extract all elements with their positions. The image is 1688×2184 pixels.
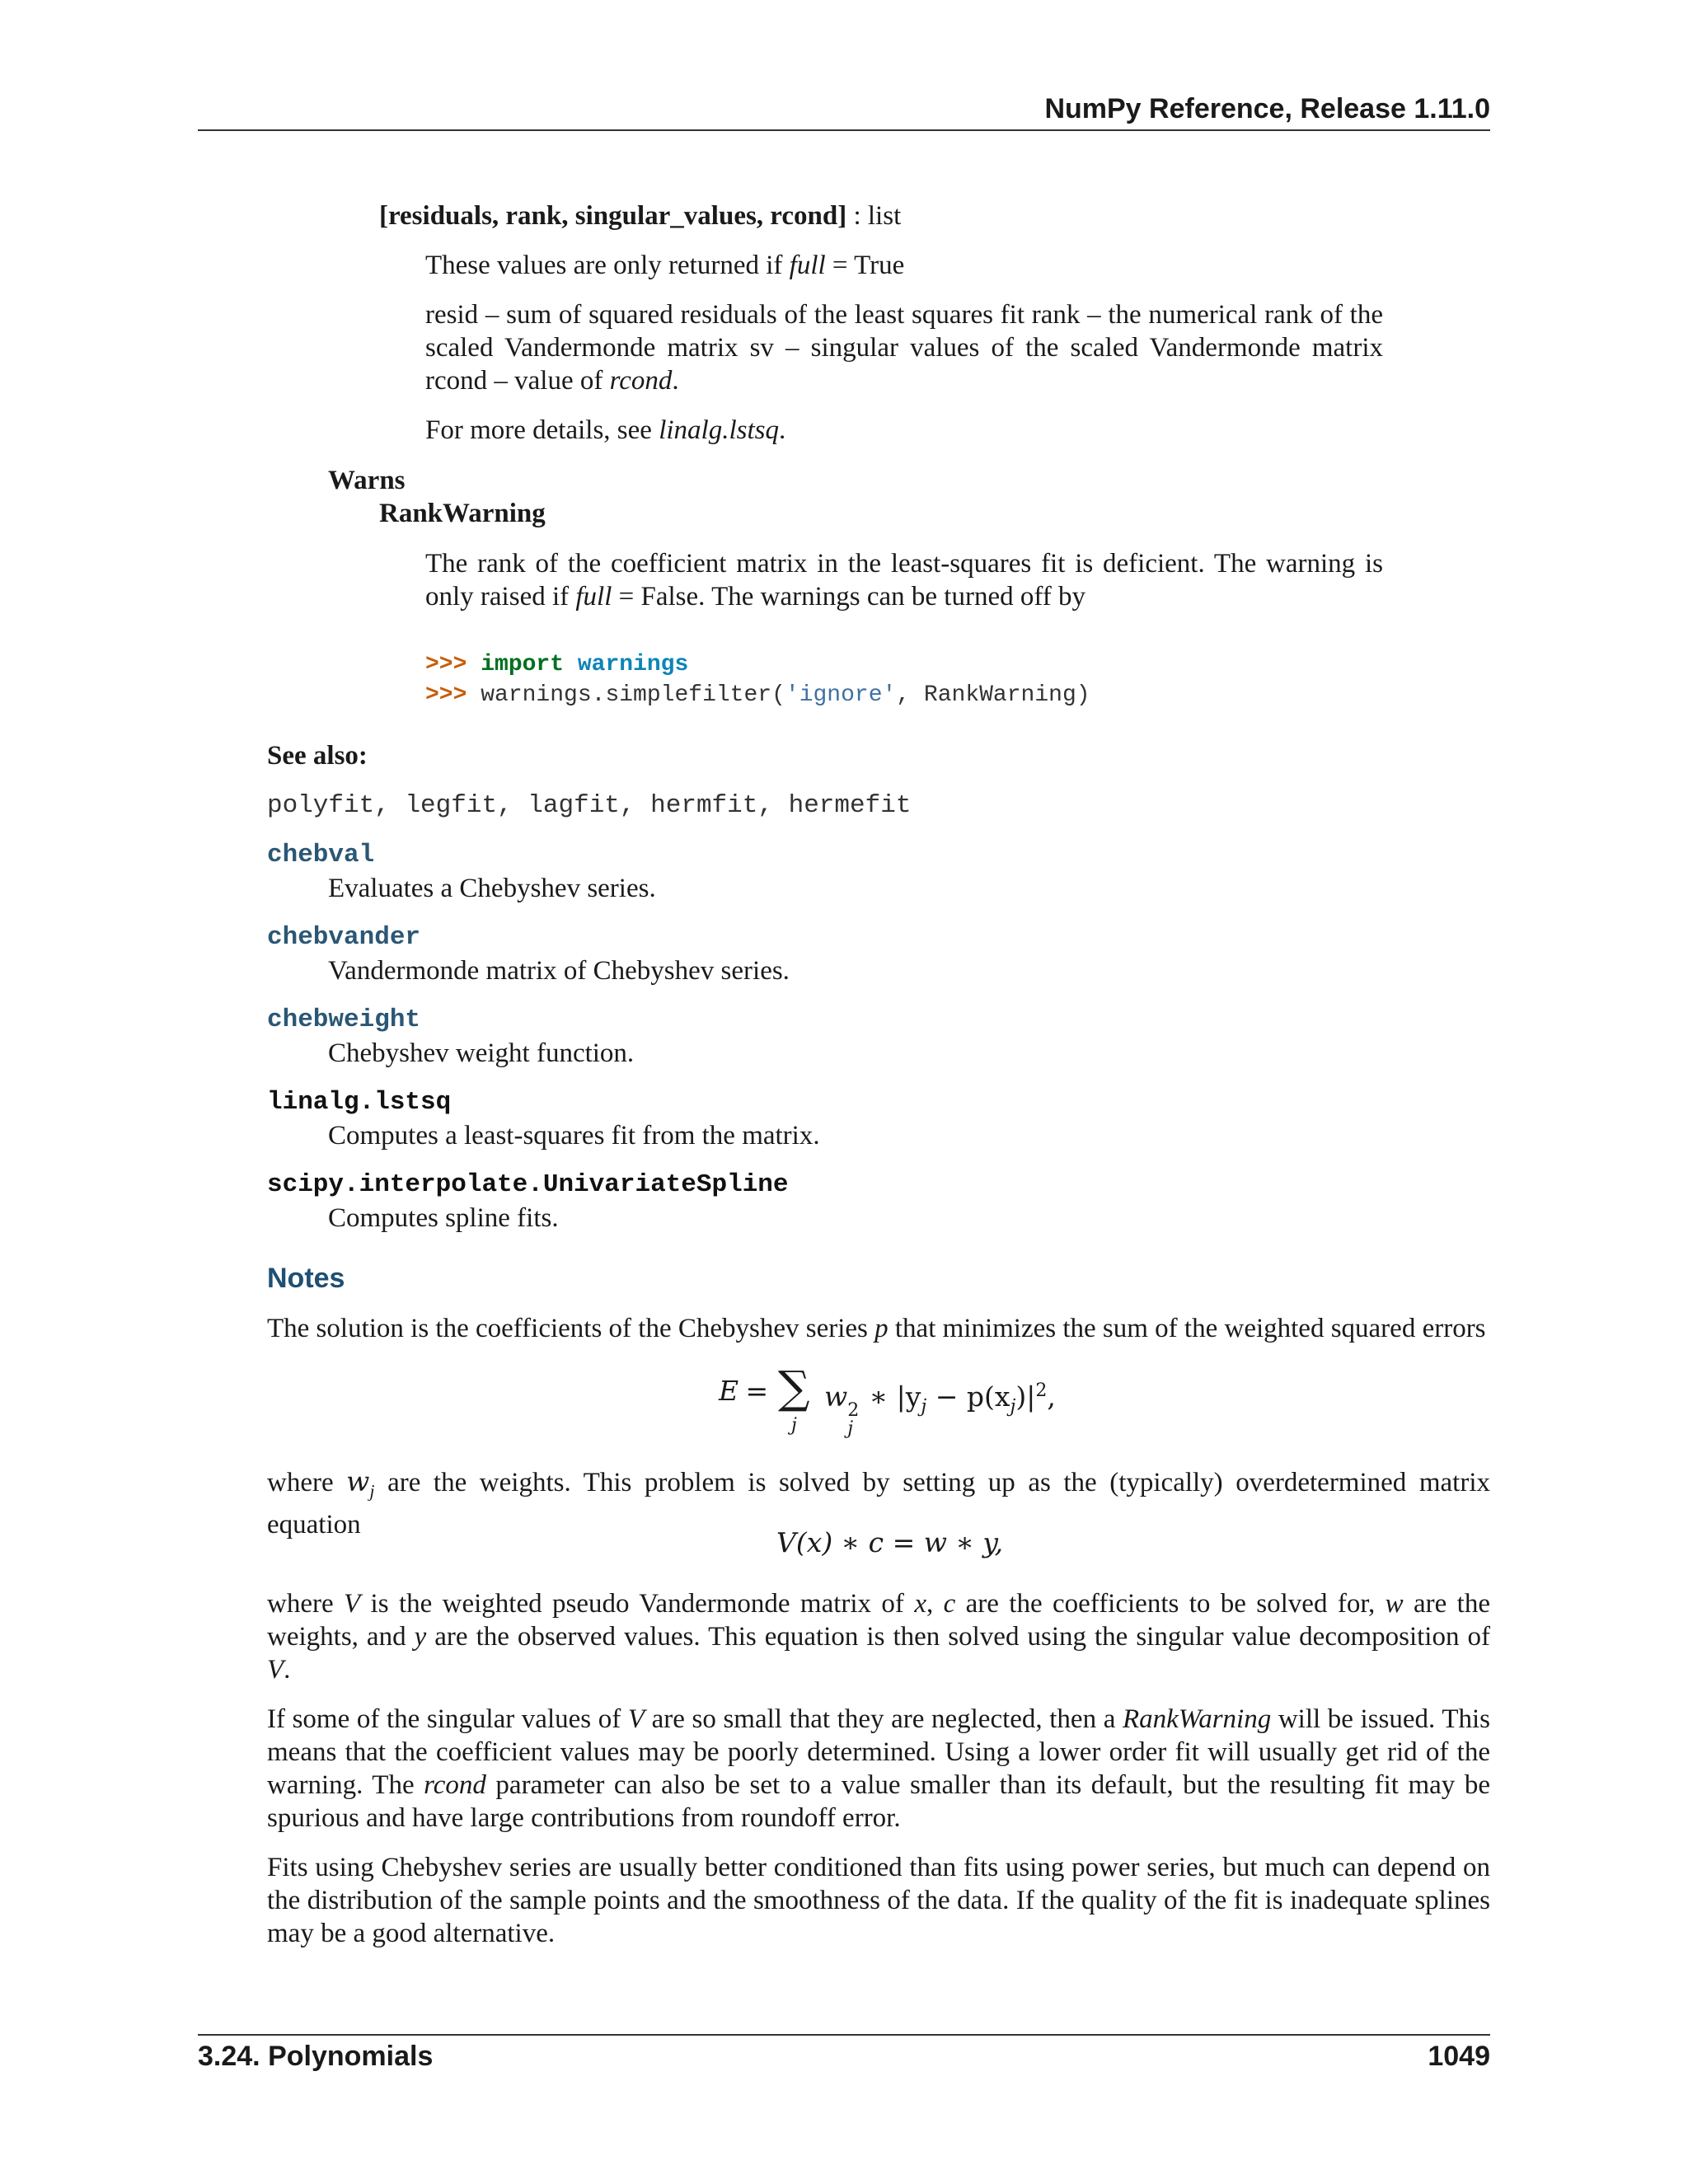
returns-desc-3	[425, 414, 1383, 447]
code-keyword: import	[481, 652, 565, 677]
see-also-chebval[interactable]: chebval	[267, 841, 375, 869]
warns-heading: Warns	[328, 466, 406, 495]
returns-term: [residuals, rank, singular_values, rcond]	[379, 201, 847, 231]
see-also-legfit[interactable]: legfit	[405, 791, 498, 820]
list-sep: ,	[497, 791, 528, 820]
t: are so small that they are neglected, then a	[645, 1704, 1123, 1734]
t: are the weights, and	[267, 1589, 1491, 1652]
code-block	[425, 649, 1090, 710]
t: is the weighted pseudo Vandermonde matrix of	[360, 1589, 915, 1619]
code-string: 'ignore'	[785, 682, 897, 708]
eq-part: − p(x	[926, 1380, 1010, 1413]
t: where	[267, 1589, 344, 1619]
code-line-1	[425, 649, 1090, 680]
t: are the observed values. This equation is then solved using the singular value decomposition of	[426, 1622, 1490, 1652]
footer-section-title: 3.24. Polynomials	[198, 2041, 434, 2072]
eq-comma: ,	[1047, 1380, 1056, 1413]
notes-p-var: p	[874, 1314, 889, 1343]
t: parameter can also be set to a value smaller than its default, but the resulting fit may be spurious and have large contributions from roundoff error.	[267, 1770, 1490, 1833]
warns-term: RankWarning	[379, 499, 546, 528]
code-prompt: >>>	[425, 682, 481, 708]
returns-lstsq-link[interactable]: linalg.lstsq	[659, 415, 779, 445]
returns-desc-2-end: .	[672, 366, 679, 396]
see-also-chebweight-desc: Chebyshev weight function.	[328, 1038, 635, 1068]
eq-w: w	[824, 1380, 848, 1413]
returns-desc-1	[425, 249, 1383, 282]
see-also-chebvander-desc: Vandermonde matrix of Chebyshev series.	[328, 956, 790, 986]
footer-rule	[198, 2034, 1490, 2036]
notes-para-1-text: The solution is the coefficients of the Chebyshev series	[267, 1314, 875, 1343]
running-header: NumPy Reference, Release 1.11.0	[1044, 93, 1490, 124]
equation-error-sum	[719, 1361, 1065, 1444]
returns-desc-2-text: resid – sum of squared residuals of the least squares fit rank – the numerical rank of the scaled Vandermonde matrix sv – singular values of the scaled Vandermonde matrix rcond – value of	[425, 300, 1383, 396]
returns-rcond-var: rcond	[609, 366, 673, 396]
returns-desc-2	[425, 298, 1383, 397]
var-V: V	[267, 1655, 284, 1685]
var-y: y	[414, 1622, 427, 1652]
warns-full-var: full	[575, 582, 612, 612]
code-call-end: , RankWarning)	[896, 682, 1090, 708]
see-also-chebval-desc: Evaluates a Chebyshev series.	[328, 874, 656, 903]
t: .	[284, 1655, 291, 1685]
code-call: warnings.simplefilter(	[481, 682, 785, 708]
notes-para-5: Fits using Chebyshev series are usually better conditioned than fits using power series, but much can depend on the distribution of the sample points and the smoothness of the data. If the quality of the fit is inadequate splines may be a good alternative.	[267, 1853, 1490, 1948]
notes-para-2-text: where	[267, 1468, 347, 1497]
eq-body	[824, 1375, 1056, 1439]
list-sep: ,	[619, 791, 651, 820]
var-rcond: rcond	[424, 1770, 486, 1800]
sum-symbol: ∑	[778, 1361, 810, 1413]
var-c: c	[943, 1589, 956, 1619]
see-also-linalg-lstsq-desc: Computes a least-squares fit from the matrix.	[328, 1121, 820, 1151]
notes-w-sub: j	[369, 1480, 375, 1502]
eq-y-sub: j	[921, 1396, 927, 1418]
returns-type-sep: :	[846, 201, 868, 231]
returns-desc-1-end: = True	[825, 251, 905, 280]
var-x: x	[914, 1589, 926, 1619]
see-also-plain-list	[267, 790, 911, 823]
returns-type: list	[867, 201, 902, 231]
t: will be issued. This means that the coefficient values may be poorly determined. Using a lower order fit will usually get rid of the warning. The	[267, 1704, 1490, 1800]
eq-part: )|	[1015, 1380, 1036, 1413]
code-prompt: >>>	[425, 652, 481, 677]
header-rule	[198, 129, 1490, 131]
t: ,	[926, 1589, 944, 1619]
eq-x-sub: j	[1010, 1396, 1016, 1418]
notes-heading: Notes	[267, 1263, 345, 1294]
see-also-linalg-lstsq[interactable]: linalg.lstsq	[267, 1088, 452, 1117]
see-also-lagfit[interactable]: lagfit	[528, 791, 620, 820]
rankwarning-ref: RankWarning	[1122, 1704, 1272, 1734]
see-also-chebweight[interactable]: chebweight	[267, 1005, 421, 1034]
eq-sum-index: j	[791, 1415, 797, 1436]
list-sep: ,	[757, 791, 789, 820]
notes-para-3	[267, 1587, 1490, 1686]
code-module: warnings	[577, 652, 689, 677]
warns-desc-end: = False. The warnings can be turned off by	[612, 582, 1085, 612]
returns-full-var: full	[789, 251, 826, 280]
notes-para-1	[267, 1312, 1490, 1345]
var-w: w	[1385, 1589, 1404, 1619]
returns-desc-3-end: .	[778, 415, 786, 445]
warns-desc-text: The rank of the coefficient matrix in the least-squares fit is deficient. The warning is only raised if	[425, 549, 1383, 612]
eq-w-sub: j	[847, 1418, 854, 1439]
notes-para-2-end: are the weights. This problem is solved by setting up as the (typically) overdetermined matrix equation	[267, 1468, 1490, 1540]
see-also-univariatespline[interactable]: scipy.interpolate.UnivariateSpline	[267, 1170, 789, 1199]
eq-E: E	[719, 1375, 739, 1407]
code-line-2	[425, 680, 1090, 710]
t: If some of the singular values of	[267, 1704, 628, 1734]
list-sep: ,	[374, 791, 406, 820]
see-also-chebvander[interactable]: chebvander	[267, 923, 421, 952]
see-also-univariatespline-desc: Computes spline fits.	[328, 1203, 559, 1233]
t: are the coefficients to be solved for,	[955, 1589, 1386, 1619]
eq-equals: =	[737, 1375, 777, 1407]
notes-para-1-end: that minimizes the sum of the weighted squared errors	[888, 1314, 1486, 1343]
returns-desc-3-text: For more details, see	[425, 415, 659, 445]
var-V: V	[344, 1589, 361, 1619]
eq-part: ∗ |y	[860, 1380, 921, 1413]
notes-para-4	[267, 1703, 1490, 1835]
returns-term-line	[379, 199, 1442, 232]
see-also-polyfit[interactable]: polyfit	[267, 791, 375, 820]
warns-desc	[425, 547, 1383, 613]
see-also-hermfit[interactable]: hermfit	[650, 791, 758, 820]
returns-desc-1-text: These values are only returned if	[425, 251, 790, 280]
var-V: V	[627, 1704, 645, 1734]
notes-w-var: w	[346, 1465, 370, 1497]
eq-w-sup: 2	[847, 1400, 860, 1421]
see-also-hermefit[interactable]: hermefit	[788, 791, 912, 820]
eq-sup: 2	[1035, 1380, 1048, 1401]
footer-page-number: 1049	[1428, 2041, 1490, 2072]
equation-matrix: V(x) ∗ c = w ∗ y,	[776, 1526, 1004, 1558]
see-also-heading: See also:	[267, 741, 368, 771]
